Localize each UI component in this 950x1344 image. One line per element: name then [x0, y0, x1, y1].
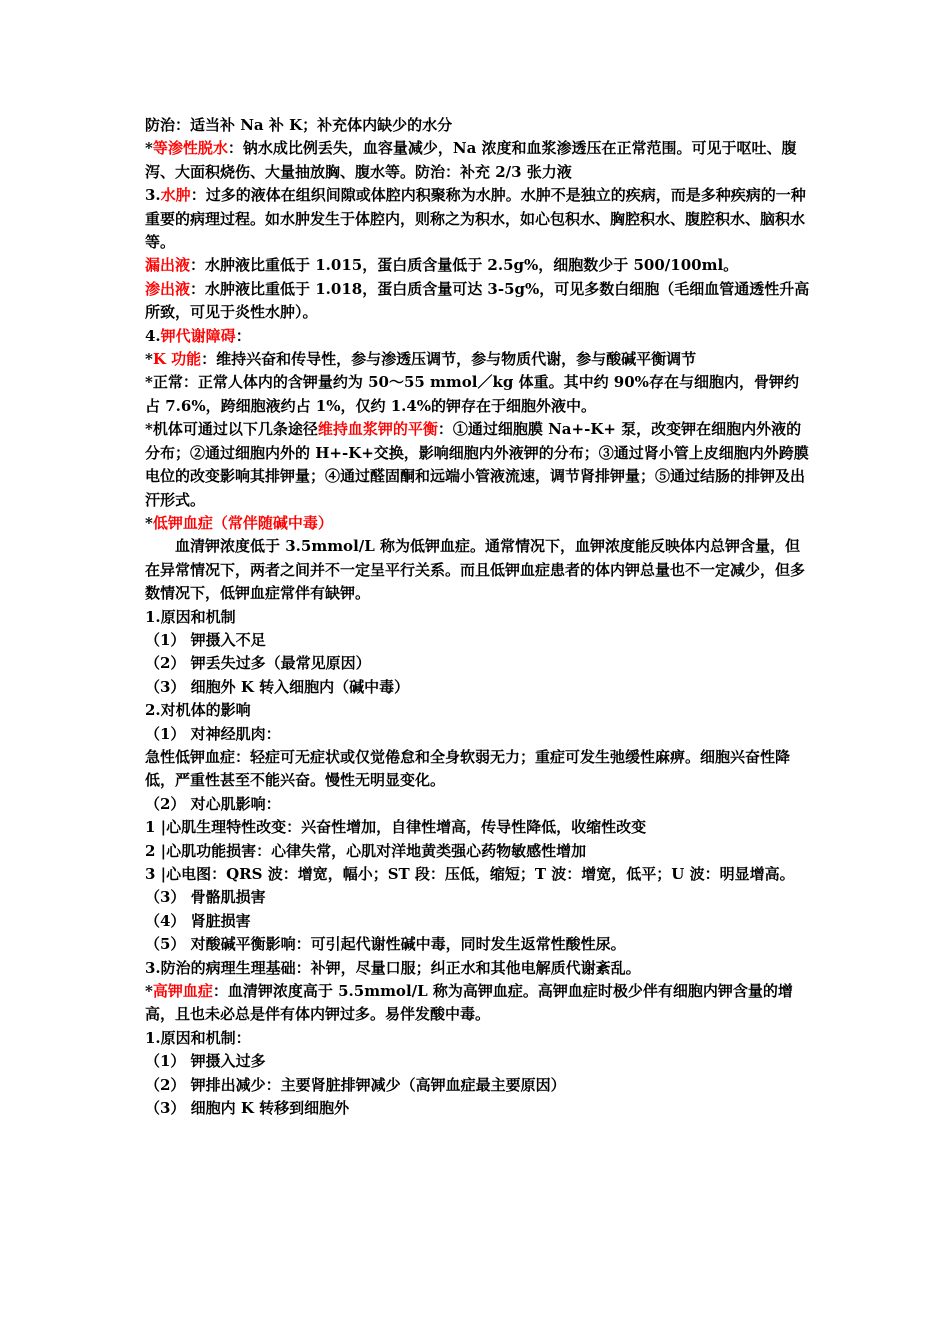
paragraph-hypokalemia-definition: 血清钾浓度低于 3.5mmol/L 称为低钾血症。通常情况下，血钾浓度能反映体内总钾含量，但在异常情况下，两者之间并不一定呈平行关系。而且低钾血症患者的体内钾总量也不一定减少，但多数情况下，低钾血症常伴有缺钾。 [145, 537, 806, 603]
paragraph-potassium-balance: *机体可通过以下几条途径维持血浆钾的平衡：①通过细胞膜 Na+-K+ 泵，改变钾在细胞内外液的分布；②通过细胞内外的 H+-K+交换，影响细胞内外液钾的分布；③通过肾小管上皮细胞内外跨膜电位的改变影响其排钾量；④通过醛固酮和远端小管液流速，调节肾排钾量；⑤通过结肠的排钾及出汗形式。 [145, 420, 809, 509]
term-hypokalemia: 低钾血症（常伴随碱中毒） [152, 513, 333, 532]
term-transudate: 漏出液 [145, 256, 191, 275]
paragraph-ecg: 3 |心电图：QRS 波：增宽，幅小；ST 段：压低，缩短；T 波：增宽，低平；U 波：明显增高。 [145, 865, 795, 883]
term-isotonic-dehydration: 等渗性脱水 [152, 139, 228, 158]
list-item: （1） 钾摄入不足 [145, 630, 266, 649]
term-potassium-disorder: 钾代谢障碍 [160, 326, 236, 345]
paragraph-exudate: 渗出液：水肿液比重低于 1.018，蛋白质含量可达 3-5g%，可见多数白细胞（毛细血管通透性升高所致，可见于炎性水肿）。 [145, 279, 810, 322]
list-item: （3） 细胞外 K 转入细胞内（碱中毒） [145, 677, 410, 696]
list-item: （5） 对酸碱平衡影响：可引起代谢性碱中毒，同时发生返常性酸性尿。 [145, 935, 626, 954]
heading-causes-hyperkalemia: 1.原因和机制： [145, 1028, 251, 1047]
list-item: （4） 肾脏损害 [145, 911, 251, 930]
paragraph-acute-hypokalemia: 急性低钾血症：轻症可无症状或仅觉倦怠和全身软弱无力；重症可发生弛缓性麻痹。细胞兴奋性降低，严重性甚至不能兴奋。慢性无明显变化。 [145, 747, 791, 790]
heading-prevention: 3.防治的病理生理基础：补钾，尽量口服；纠正水和其他电解质代谢紊乱。 [145, 958, 641, 977]
term-potassium-balance: 维持血浆钾的平衡 [317, 420, 438, 439]
paragraph-hyperkalemia: *高钾血症：血清钾浓度高于 5.5mmol/L 称为高钾血症。高钾血症时极少伴有细胞内钾含量的增高，且也未必总是伴有体内钾过多。易伴发酸中毒。 [145, 982, 793, 1024]
paragraph-edema: 3.水肿：过多的液体在组织间隙或体腔内积聚称为水肿。水肿不是独立的疾病，而是多种疾病的一种重要的病理过程。如水肿发生于体腔内，则称之为积水，如心包积水、胸腔积水、腹腔积水、脑积水等。 [145, 186, 806, 252]
paragraph-isotonic-dehydration: *等渗性脱水：钠水成比例丢失，血容量减少，Na 浓度和血浆渗透压在正常范围。可见于呕吐、腹泻、大面积烧伤、大量抽放胸、腹水等。防治：补充 2/3 张力液 [145, 139, 797, 181]
heading-hypokalemia: *低钾血症（常伴随碱中毒） [145, 513, 333, 532]
list-item: （3） 细胞内 K 转移到细胞外 [145, 1099, 350, 1118]
list-item: （1） 对神经肌肉： [145, 724, 281, 743]
list-item: （2） 对心肌影响： [145, 794, 281, 813]
paragraph-transudate: 漏出液：水肿液比重低于 1.015，蛋白质含量低于 2.5g%，细胞数少于 500/100ml。 [145, 256, 739, 275]
paragraph-k-function: *K 功能：维持兴奋和传导性，参与渗透压调节，参与物质代谢，参与酸碱平衡调节 [145, 350, 697, 369]
term-k-function: K 功能 [152, 350, 202, 369]
list-item: （2） 钾丢失过多（最常见原因） [145, 654, 371, 673]
list-item: （1） 钾摄入过多 [145, 1052, 266, 1071]
term-exudate: 渗出液 [145, 279, 191, 298]
paragraph-treatment: 防治：适当补 Na 补 K；补充体内缺少的水分 [145, 116, 453, 134]
paragraph-normal-potassium: *正常：正常人体内的含钾量约为 50～55 mmol／kg 体重。其中约 90%存在与细胞内，骨钾约占 7.6%，跨细胞液约占 1%，仅约 1.4%的钾存在于细胞外液中。 [145, 373, 799, 415]
list-item: （3） 骨骼肌损害 [145, 888, 266, 907]
document-page [145, 114, 810, 1120]
list-item: 2 |心肌功能损害：心律失常，心肌对洋地黄类强心药物敏感性增加 [145, 841, 587, 860]
term-edema: 水肿 [160, 186, 191, 205]
heading-effects: 2.对机体的影响 [145, 701, 251, 720]
heading-potassium-disorder: 4.钾代谢障碍： [145, 326, 251, 345]
list-item: （2） 钾排出减少：主要肾脏排钾减少（高钾血症最主要原因） [145, 1075, 566, 1094]
list-item: 1 |心肌生理特性改变：兴奋性增加，自律性增高，传导性降低，收缩性改变 [145, 818, 647, 837]
heading-causes: 1.原因和机制 [145, 607, 236, 626]
term-hyperkalemia: 高钾血症 [152, 982, 213, 1001]
